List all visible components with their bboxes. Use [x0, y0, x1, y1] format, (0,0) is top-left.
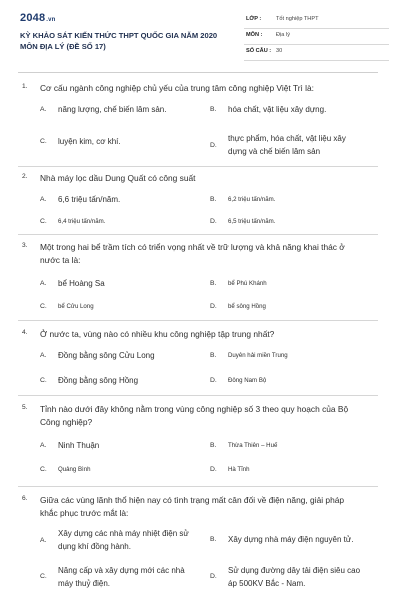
question-number: 2. [22, 173, 28, 180]
question-number: 6. [22, 495, 28, 502]
exam-subject-title: MÔN ĐỊA LÝ (ĐỀ SỐ 17) [20, 42, 106, 51]
meta-subject-value: Địa lý [276, 32, 290, 38]
meta-count-row [244, 45, 389, 61]
question-1: 1. Cơ cấu ngành công nghiệp chủ yếu của trung tâm công nghiệp Việt Trì là: A. năng lượng, chế biến lâm sản. B. hóa chất, vật liệu xây dựng. C. luyện kim, cơ khí. D. thực phẩm, hóa chất, vật liệu xây dựng và chế biến lâm sản [18, 82, 378, 164]
question-number: 3. [22, 242, 28, 249]
meta-class-label: LỚP : [246, 16, 262, 22]
header-divider [18, 72, 378, 73]
site-logo[interactable]: 2048.vn [20, 12, 56, 24]
question-text: Một trong hai bể trầm tích có triển vọng nhất về trữ lượng và khả năng khai thác ở nước ta là: [40, 242, 345, 265]
question-5: 5. Tỉnh nào dưới đây không nằm trong vùng công nghiệp số 3 theo quy hoạch của Bộ Công nghiệp? A. Ninh Thuận B. Thừa Thiên – Huế C. Quảng Bình D. Hà Tĩnh [18, 403, 378, 481]
meta-count-value: 30 [276, 48, 283, 54]
question-number: 5. [22, 404, 28, 411]
exam-title: KỲ KHẢO SÁT KIẾN THỨC THPT QUỐC GIA NĂM 2020 [20, 31, 218, 40]
question-text: Tỉnh nào dưới đây không nằm trong vùng công nghiệp số 3 theo quy hoạch của Bộ Công nghiệp? [40, 404, 349, 427]
question-4: 4. Ở nước ta, vùng nào có nhiều khu công nghiệp tập trung nhất? A. Đồng bằng sông Cửu Long B. Duyên hải miền Trung C. Đồng bằng sông Hồng D. Đông Nam Bộ [18, 328, 378, 390]
meta-class-row [244, 13, 389, 29]
meta-class-value: Tốt nghiệp THPT [276, 16, 319, 22]
question-text: Giữa các vùng lãnh thổ hiện nay có tình trạng mất cân đối về điện năng, giải pháp khắc phục trước mắt là: [40, 495, 345, 518]
question-text: Ở nước ta, vùng nào có nhiều khu công nghiệp tập trung nhất? [40, 329, 275, 339]
question-text: Cơ cấu ngành công nghiệp chủ yếu của trung tâm công nghiệp Việt Trì là: [40, 83, 314, 93]
exam-meta [244, 13, 389, 61]
question-number: 1. [22, 83, 28, 90]
question-number: 4. [22, 329, 28, 336]
question-separator [18, 166, 378, 167]
question-separator [18, 234, 378, 235]
exam-header [18, 0, 382, 70]
question-6: 6. Giữa các vùng lãnh thổ hiện nay có tình trạng mất cân đối về điện năng, giải pháp khắc phục trước mắt là: A. Xây dựng các nhà máy nhiệt điện sử dụng khí đồng hành. B. Xây dựng nhà máy điện nguyên tử. C. Nâng cấp và xây dựng mới các nhà máy thuỷ điện. D. Sử dụng đường dây tải điện siêu cao áp 500KV Bắc - Nam. [18, 494, 378, 600]
question-3: 3. Một trong hai bể trầm tích có triển vọng nhất về trữ lượng và khả năng khai thác ở nước ta là: A. bể Hoàng Sa B. bể Phú Khánh C. bể Cửu Long D. bể sông Hồng [18, 241, 378, 313]
question-separator [18, 486, 378, 487]
question-separator [18, 395, 378, 396]
question-text: Nhà máy lọc dầu Dung Quất có công suất [40, 173, 196, 183]
question-2: 2. Nhà máy lọc dầu Dung Quất có công suất A. 6,6 triệu tấn/năm. B. 6,2 triệu tấn/năm. C. 6,4 triệu tấn/năm. D. 6,5 triệu tấn/năm. [18, 172, 378, 232]
question-separator [18, 320, 378, 321]
meta-subject-label: MÔN : [246, 32, 263, 38]
meta-subject-row [244, 29, 389, 45]
meta-count-label: SỐ CÂU : [246, 48, 272, 54]
